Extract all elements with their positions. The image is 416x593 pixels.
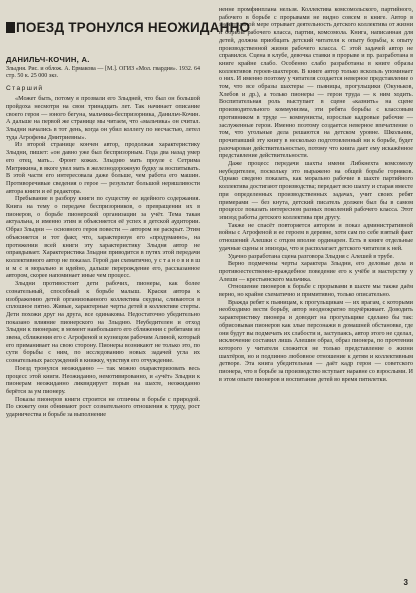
right-paragraph: Удачно разработана сцена разговора Злыдня с Алешей в трубе. (228, 252, 394, 260)
left-paragraph: Поезд тронулся неожиданно — так можно охарактеризовать весь процесс этой книги. Неожиданно, немотивированно, и «учёт» Злыдни к пионерам неожиданно ликвидирует порыв на шахте, неожиданно берётся за ум пионеру. (6, 364, 200, 395)
right-paragraph: ненне промфинплана нельзя. Коллектива комсомольского, партийного, рабочего в борьбе с прорывами не видно совсем в книге. Автор в значительной мере отрывает деятельность детского коллектива от жизни и борьбы рабочего класса, партии, комсомола. Книга, написанная для детей, должна приобщать детский читателя к опыту борьбы, к опыту производственной жизни рабочего класса. С этой задачей автор не справился. Сцена в клубе, девочка ставки в прорыве и пр. разработана в книге крайне слабо. Особенно слабо разработаны в книге образы коллективов героев-шахтеров. В книге автор только вскользь упоминает о них. И именно поэтому у читателя создается неверное представление о том, что все образы шахтеры — пьяницы, прогульщики (Окуньков, Хлебов и др.), а только пионеры — герои труда — к ним ходить. Воспитательная роль выступает в сцене «казнить» на сцене производительного коммунизма, эти ребята борьбы с классовым противником в труде — коммунисты, взрослые кадровые рабочие — заслуженные герои. Именно поэтому создается неверное впечатление о том, что угольные дела решаются на детском уровне. Школьник, прочитавший эту книгу в несколько подготовленный ни к борьбе, будет разочарован действительностью, потому что книга дает ему искажённое представление действительности. (219, 6, 413, 160)
left-paragraph: Пребывание в разбору книги по существу ее идейного содержания. Книга на тему о передаче беспризорников, о превращении их в пионеров, о борьбе пионерской организации за учёт. Тема такая актуальна, и именно этим и объясняется её успех в детской аудитории. Образ Злыдни — основного героя повести — автором не раскрыт. Этим объясняется и тот факт, что, характеризуя его «продуманно», на протяжении всей книги эту характеристику Злыдня автор не оправдывает. Характеристика Злыдни приводится в путях этой передачи коллективного автор не показал. Герой дан схематично, у с т а н о в и в ш и м с я морально и идейно, дальше перерождение его, рассказанное автором, скорее напоминает иные чем процесс. (6, 195, 200, 280)
left-paragraph: «Может быть, потому я прозвали его Злыдней, что был он большой пройдоха несмотря на свои тринадцать лет. Так начинает описание своего героя — юного бегуна, мальчика-беспризорника, Данильч-Кочин. А дальше на первой же странице мы читаем, что «мальчика» он считал. Злыдни начались в тот день, когда он убил коллегу по несчастью, летел туда Агрофены Дмитриевны». (6, 95, 200, 141)
headline-initial-block (6, 22, 15, 33)
right-column (219, 6, 413, 586)
right-paragraph: Вражда ребят к пьяницам, к прогульщикам — их врагам, с которыми необходимо вести борьбу, автор неоднократно подчёркивает. Доводить характеристику пионера и доводит на прогульщике сделано бы так: обрисовывая пионеров как злые персонажи в домашней обстановке, где они будут вы подмечать их слабости и, заступаясь, автор этого не сделал, исключение составил лишь Алешин образ, образ пионера, по прочтении которого у читателя сложится не только представление о жизни шахтёров, но и подлинно любовное отношение к детям и коллективным детворе. Эта книга убедительная — даёт кадр героя — советского пионера, что в борьбе за производство вступает наравне со взрослыми. И в этом опыте пионеров и воспитание детей во время пятилетки. (219, 298, 413, 383)
left-paragraph: Из второй странице кончен автор, продолжая характеристику Злыдни, пишет: «он давно уже был беспризорным. Года два назад умер его отец, мать... Фронт кожах. Злыдню мать проуле с Сетрима Митрикина, в вкоге увел мать в железнодорожную будку за воспитывать. В этой части его интересовала даже больше, чем работа его машин. Противоречивые сведения о герое — результат большой неряшливости автора книги и её редактора. (6, 141, 200, 195)
left-column (6, 56, 200, 590)
bibliographic-entry: Злыдня. Рис. и облож. А. Ермакова — [М.]. ОГИЗ «Мол. гвардия». 1932. 64 стр. 50 к. 25 000 экз. (6, 65, 200, 80)
right-paragraph: Отношение пионеров к борьбе с прорывами в шахте мы также даём верно, но крайне схематично и примитивно, только описательно. (219, 283, 413, 299)
right-paragraph: Верно подмечены черты характера Злыдни, его деловые дела и противоестественно-враждебное поведение его к учёбе и мастерству у Алеши — крестьянского мальчика. (219, 260, 413, 283)
review-headline (6, 20, 251, 35)
reader-age-rubric: Старший (6, 84, 44, 92)
right-paragraph: Даже процесс передачи шахты имени Либкнехта комсомолу неубедителен, поскольку это выражено на общей борьбе горняков. Однако сведено показать, как морально рабочие в шахте партийного коллектива достигают производства; передает всю шахту и старая вместе при определенных производственных задачах, учит своих ребят примерами — без кнута, детский писатель должен был бы в самом процессе показать интересном разных поколений рабочего класса. Этот эпизод работы детского коллектива при другу. (219, 160, 413, 221)
book-author: ДАНИЛЬЧ-КОЧИН, А. (6, 56, 90, 64)
headline-text: ПОЕЗД ТРОНУЛСЯ НЕОЖИДАННО (16, 20, 251, 35)
left-paragraph: Показы пионеров книги строится не отличны в борьбе с природой. По сюжету они обнимают рост сознательного отношения к труду, рост ударничества и борьбе за выполнение (6, 395, 200, 419)
page-number: 3 (403, 578, 408, 587)
left-paragraph: Злыдни противостоит дети рабочих, пионеры, как более сознательный, способный к борьбе малыш. Краски автора к изображению детей организованного коллектива скудны, сливаются в сплошное пятно. Живые, характерные черты детей в коллективе стерты. Дети похожи друг на друга, все одинаковы. Недостаточно убедительно показано влияние пионерского на Злыдню. Неубедителен и отход Злыдни к пионерам; в момент наибольшего его сближения с ребятами из звена, сближения его с Агрофеной и кузнецом рабочим Алиной, который его приманивает на свою сторону. Пионеры возникают не только это, по сути борьбы с ним, по исследованию новых задачей угла их сознательных рассуждений в книжку, чувствуя его отчуждение. (6, 280, 200, 365)
right-paragraph: Также не спасёт повторяется автором и показ административной войны с Агрофеной и ее героем в деревне, хотя сам по себе взятый факт отношений Алешки с отцом вполне ординарен. Есть в книге отдельные удачные сцены и эпизоды, что и располагает детского читателя к ней. (219, 221, 413, 252)
